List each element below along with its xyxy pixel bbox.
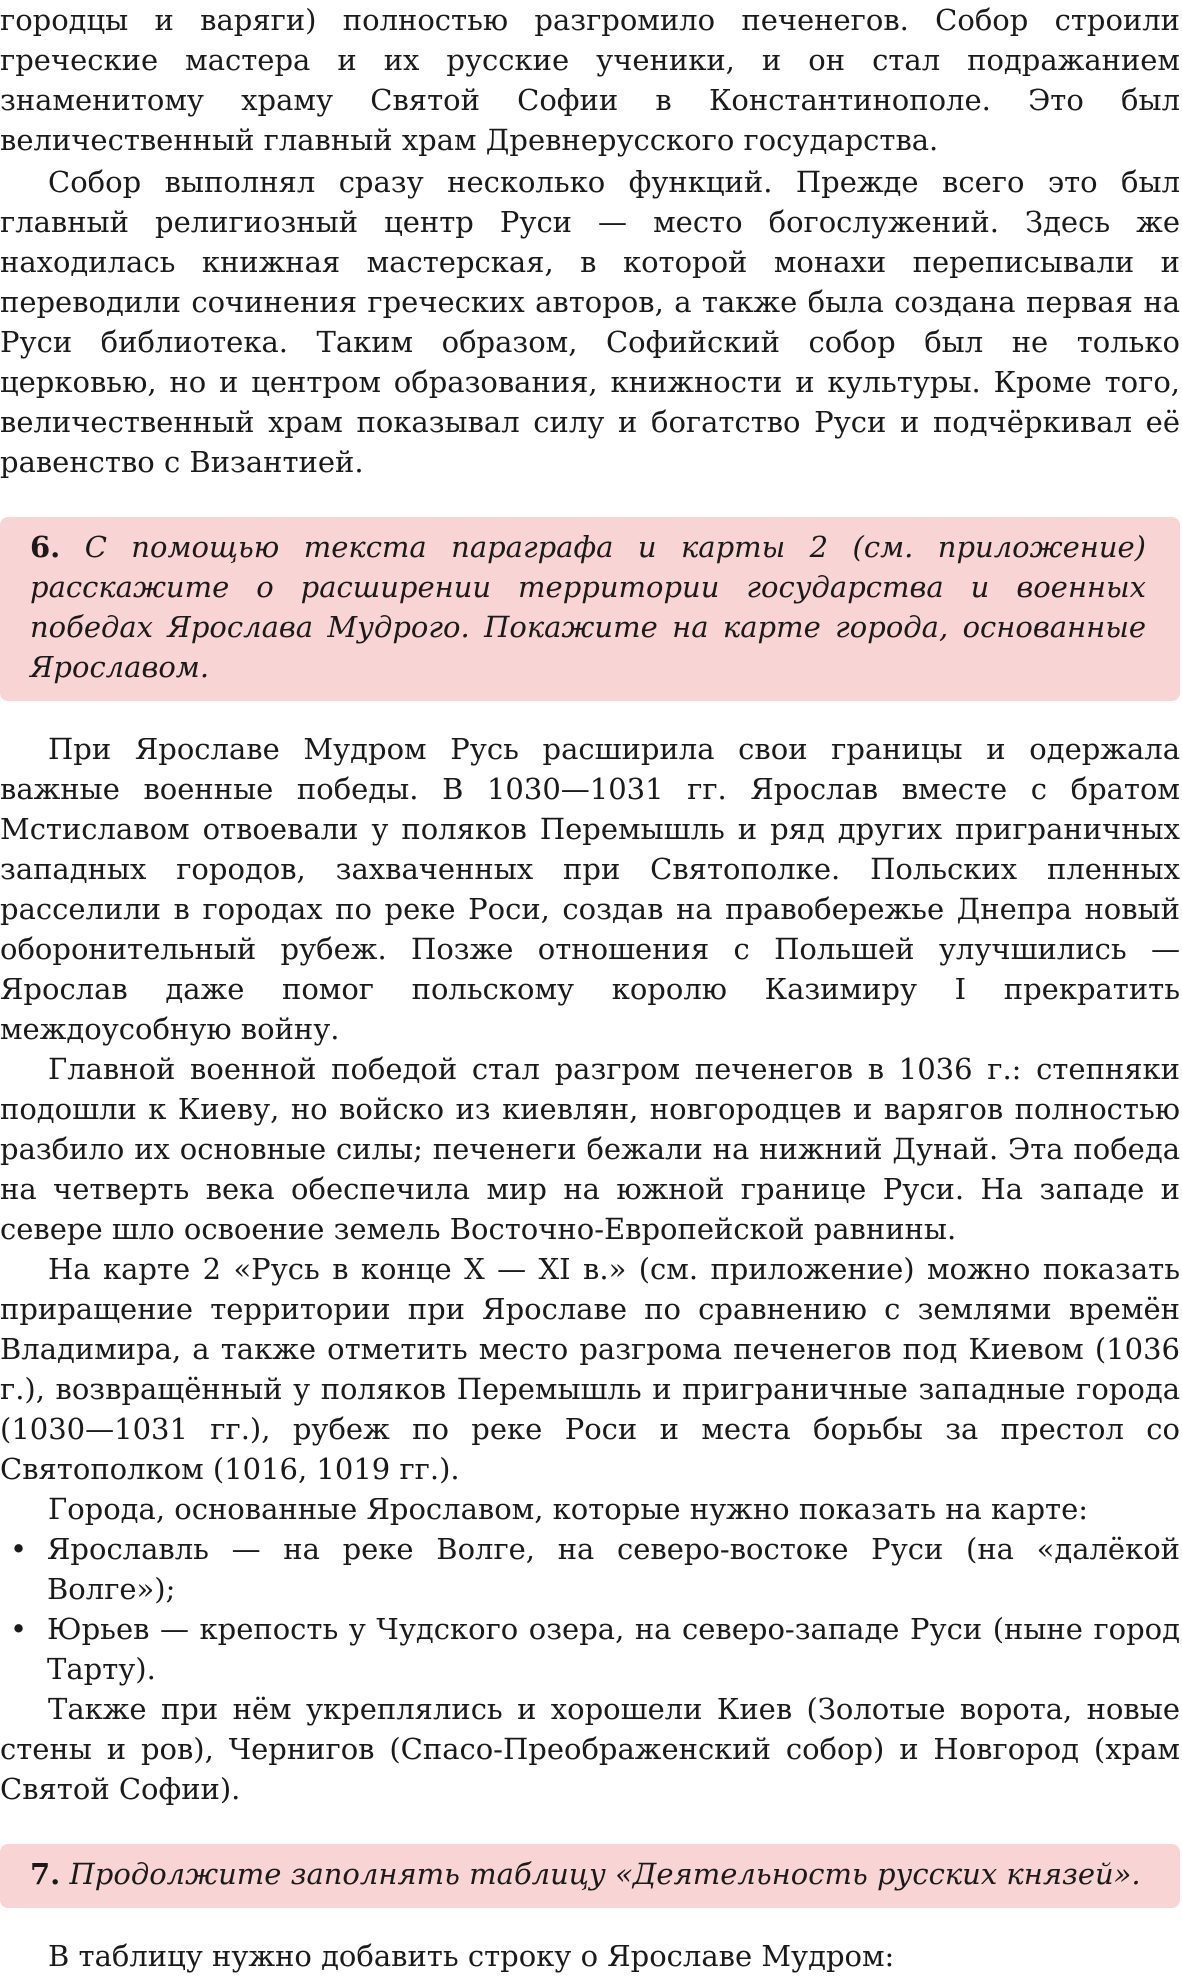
answer-6-map: На карте 2 «Русь в конце X — XI в.» (см. приложение) можно показать приращение территории при Ярославе по сравнению с землями времён Владимира, а также отметить место разгрома печенегов под Киевом (1036 г.), возвращённый у поляков Перемышль и приграничные западные города (1030—1031 гг.), рубеж по реке Роси и места борьбы за престол со Святополком (1016, 1019 гг.). [0,1252,1180,1486]
list-item-text: Юрьев — крепость у Чудского озера, на северо-западе Руси (ныне город Тарту). [47,1612,1180,1686]
answer-6-pechenegs: Главной военной победой стал разгром печенегов в 1036 г.: степняки подошли к Киеву, но войско из киевлян, новгородцев и варягов полностью разбило их основные силы; печенеги бежали на нижний Дунай. Эта победа на четверть века обеспечила мир на южной границе Руси. На западе и севере шло освоение земель Восточно-Европейской равнины. [0,1052,1180,1246]
paragraph-cathedral-builders: городцы и варяги) полностью разгромило печенегов. Собор строили греческие мастера и их русские ученики, и он стал подражанием знаменитому храму Святой Софии в Константинополе. Это был величественный главный храм Древнерусского государства. [0,3,1180,157]
task-7-text: Продолжите заполнять таблицу «Деятельность русских князей». [69,1857,1141,1891]
task-6-number: 6. [30,530,61,564]
answer-7-intro: В таблицу нужно добавить строку о Ярославе Мудром: [48,1939,895,1973]
task-6-box [0,517,1180,701]
bullet-icon: • [10,1612,28,1646]
answer-6-cities-intro: Города, основанные Ярославом, которые нужно показать на карте: [48,1492,1089,1526]
bullet-icon: • [10,1532,28,1566]
list-item-text: Ярославль — на реке Волге, на северо-востоке Руси (на «далёкой Волге»); [47,1532,1180,1606]
task-7-box [0,1844,1180,1908]
paragraph-cathedral-functions: Собор выполнял сразу несколько функций. Прежде всего это был главный религиозный центр Руси — место богослужений. Здесь же находилась книжная мастерская, в которой монахи переписывали и переводили сочинения греческих авторов, а также была создана первая на Руси библиотека. Таким образом, Софийский собор был не только церковью, но и центром образования, книжности и культуры. Кроме того, величественный храм показывал силу и богатство Руси и подчёркивал её равенство с Византией. [0,165,1180,479]
task-6-text: С помощью текста параграфа и карты 2 (см. приложение) расскажите о расширении территории государства и военных победах Ярослава Мудрого. Покажите на карте города, основанные Ярославом. [30,530,1146,684]
answer-6-borders: При Ярославе Мудром Русь расширила свои границы и одержала важные военные победы. В 1030—1031 гг. Ярослав вместе с братом Мстиславом отвоевали у поляков Перемышль и ряд других приграничных западных городов, захваченных при Святополке. Польских пленных расселили в городах по реке Роси, создав на правобережье Днепра новый оборонительный рубеж. Позже отношения с Польшей улучшились — Ярослав даже помог польскому королю Казимиру I прекратить междоусобную войну. [0,732,1180,1046]
task-7-number: 7. [30,1857,61,1891]
list-item [0,1609,1180,1689]
founded-cities-list [0,1529,1180,1689]
list-item [0,1529,1180,1609]
answer-6-fortified-cities: Также при нём укреплялись и хорошели Киев (Золотые ворота, новые стены и ров), Чернигов (Спасо-Преображенский собор) и Новгород (храм Святой Софии). [0,1692,1180,1806]
